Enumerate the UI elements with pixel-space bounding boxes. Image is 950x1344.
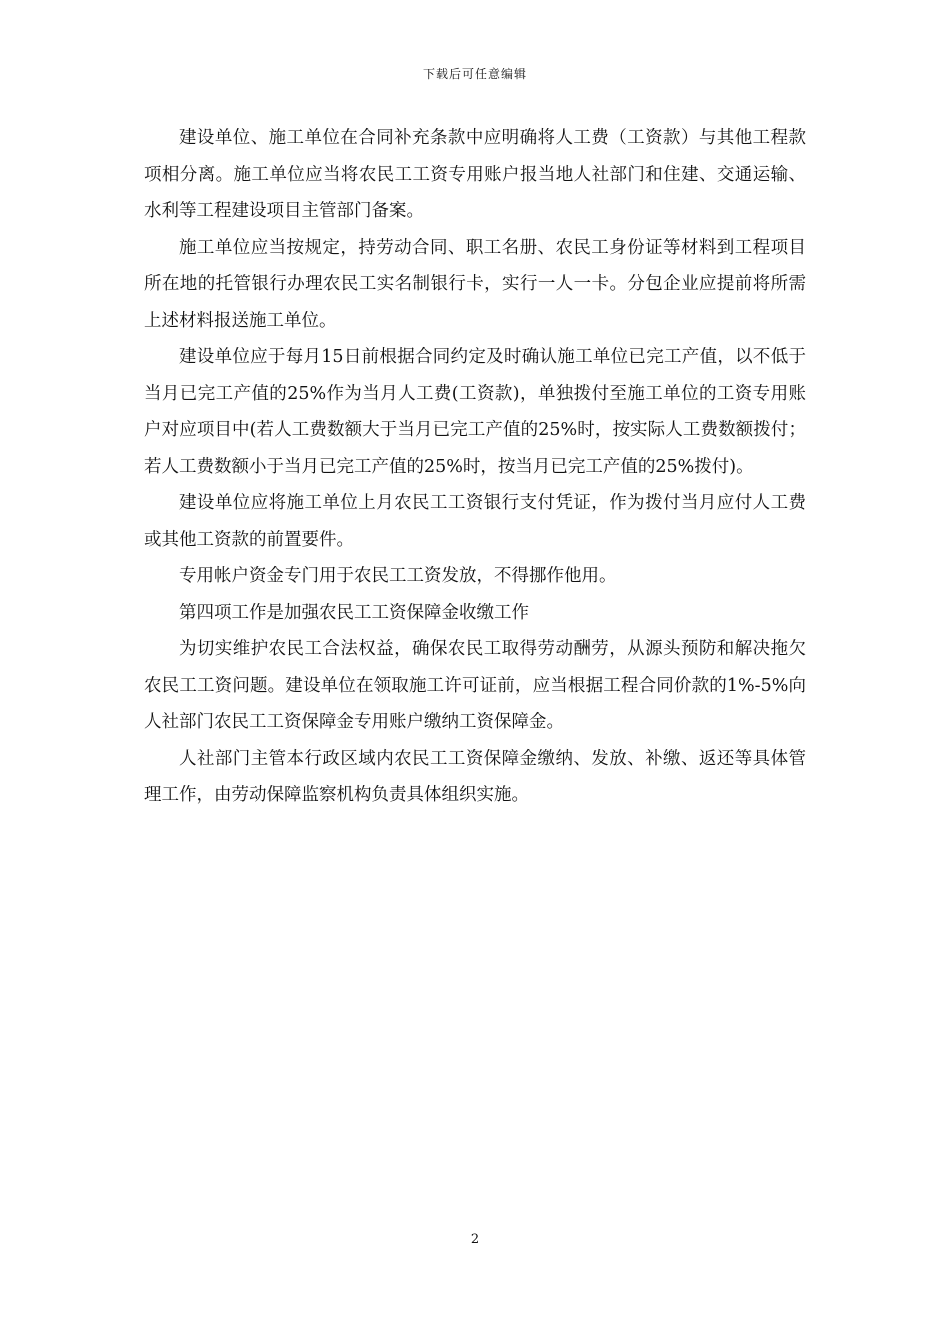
paragraph-bank-card: 施工单位应当按规定，持劳动合同、职工名册、农民工身份证等材料到工程项目所在地的托管银行办理农民工实名制银行卡，实行一人一卡。分包企业应提前将所需上述材料报送施工单位。 [144,237,806,331]
paragraph-payment-voucher: 建设单位应将施工单位上月农民工工资银行支付凭证，作为拨付当月应付人工费或其他工资款的前置要件。 [144,493,806,550]
paragraph-section-heading: 第四项工作是加强农民工工资保障金收缴工作 [179,602,529,623]
page-number: 2 [470,1232,480,1247]
document-body [144,120,806,814]
paragraph-wage-separation: 建设单位、施工单位在合同补充条款中应明确将人工费（工资款）与其他工程款项相分离。施工单位应当将农民工工资专用账户报当地人社部门和住建、交通运输、水利等工程建设项目主管部门备案。 [144,128,806,221]
paragraph-management: 人社部门主管本行政区域内农民工工资保障金缴纳、发放、补缴、返还等具体管理工作，由劳动保障监察机构负责具体组织实施。 [144,748,806,805]
page-header: 下载后可任意编辑 [422,67,527,81]
paragraph-monthly-payment: 建设单位应于每月15日前根据合同约定及时确认施工单位已完工产值，以不低于当月已完工产值的25%作为当月人工费(工资款)，单独拨付至施工单位的工资专用账户对应项目中(若人工费数额大于当月已完工产值的25%时，按实际人工费数额拨付；若人工费数额小于当月已完工产值的25%时，按当月已完工产值的25%拨付)。 [144,347,806,477]
paragraph-guarantee-deposit: 为切实维护农民工合法权益，确保农民工取得劳动酬劳，从源头预防和解决拖欠农民工工资问题。建设单位在领取施工许可证前，应当根据工程合同价款的1%-5%向人社部门农民工工资保障金专用账户缴纳工资保障金。 [144,639,806,732]
paragraph-dedicated-account: 专用帐户资金专门用于农民工工资发放，不得挪作他用。 [179,566,617,586]
